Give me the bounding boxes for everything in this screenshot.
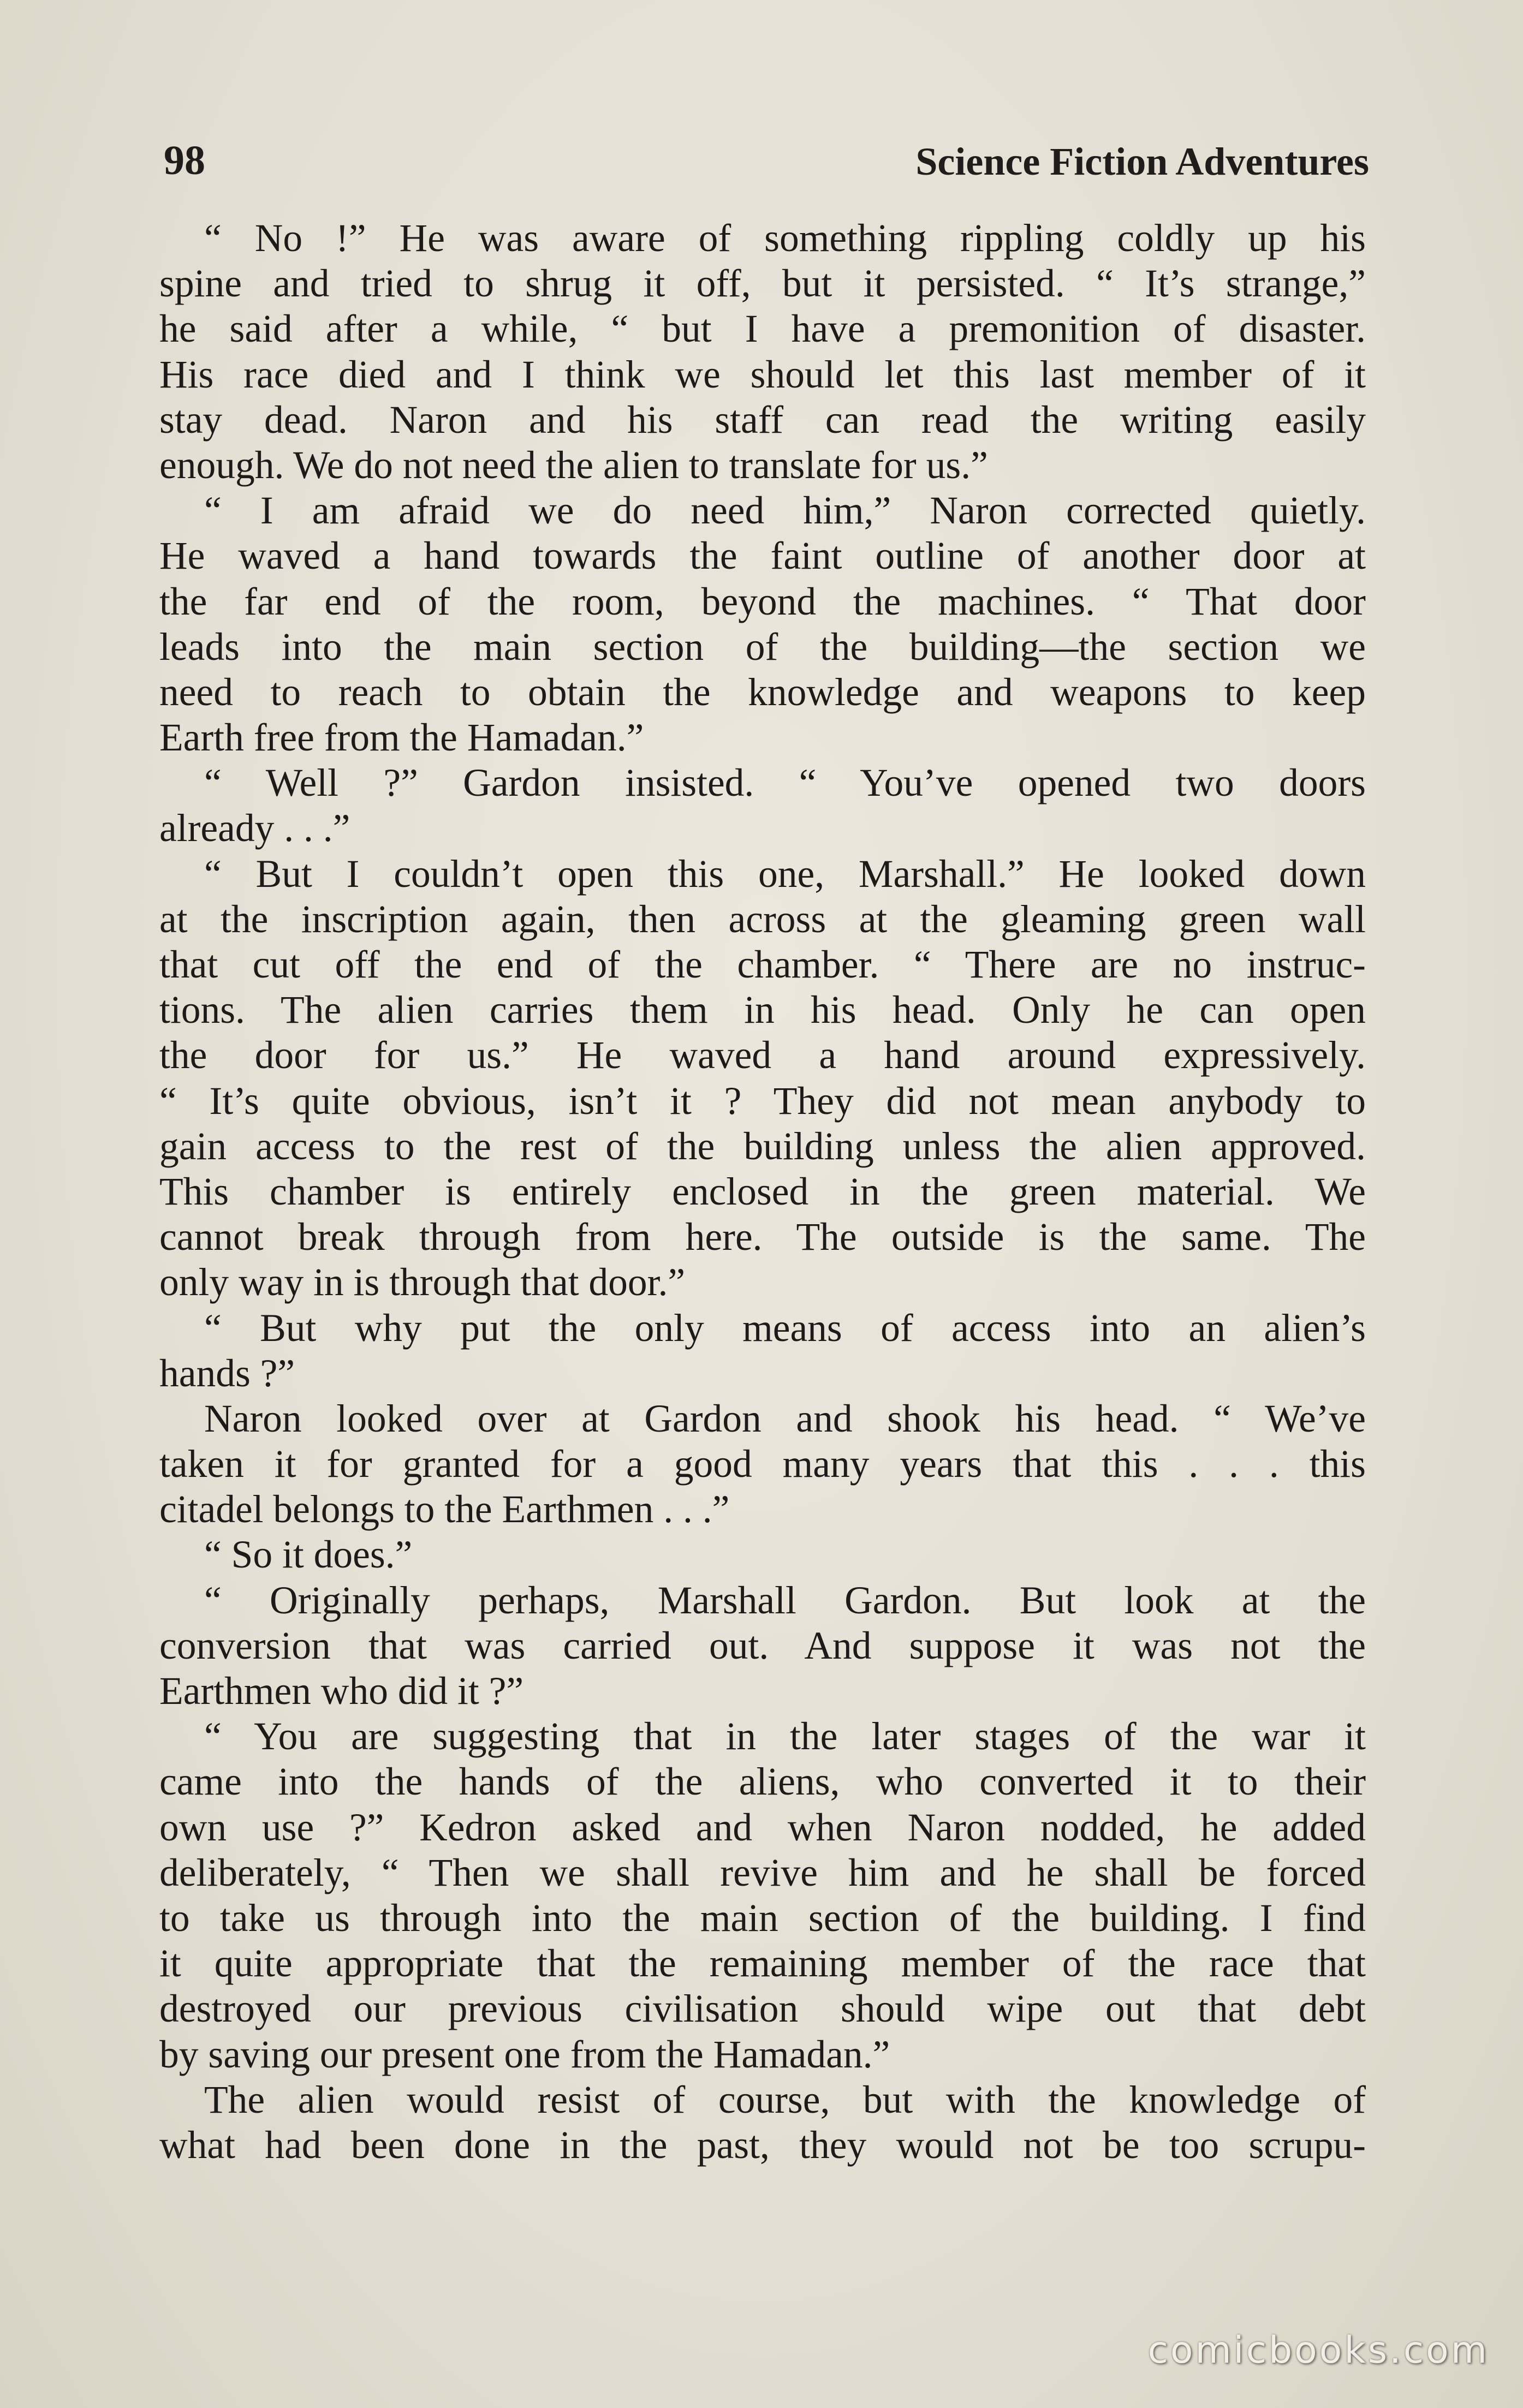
- watermark: comicbooks.com: [1147, 2329, 1489, 2372]
- text-line: “ No !” He was aware of something rippling coldly up his: [204, 217, 1366, 260]
- text-line: cannot break through from here. The outside is the same. The: [159, 1215, 1366, 1259]
- text-line: Naron looked over at Gardon and shook his head. “ We’ve: [204, 1397, 1366, 1440]
- running-head: Science Fiction Adventures: [915, 140, 1369, 183]
- text-line: that cut off the end of the chamber. “ There are no instruc-: [159, 943, 1366, 986]
- text-line: Earth free from the Hamadan.”: [159, 716, 644, 760]
- text-line: “ You are suggesting that in the later stages of the war it: [204, 1715, 1366, 1759]
- text-line: “ Well ?” Gardon insisted. “ You’ve opened two doors: [204, 761, 1366, 805]
- text-line: citadel belongs to the Earthmen . . .”: [159, 1488, 730, 1531]
- text-line: came into the hands of the aliens, who converted it to their: [159, 1760, 1366, 1804]
- text-line: conversion that was carried out. And suppose it was not the: [159, 1624, 1366, 1667]
- text-line: it quite appropriate that the remaining member of the race that: [159, 1942, 1366, 1986]
- page-header: [164, 121, 1369, 181]
- text-line: “ Originally perhaps, Marshall Gardon. But look at the: [204, 1578, 1366, 1622]
- text-line: by saving our present one from the Hamadan.”: [159, 2033, 890, 2076]
- text-line: The alien would resist of course, but with the knowledge of: [204, 2078, 1366, 2121]
- page-number: 98: [164, 138, 205, 183]
- text-line: destroyed our previous civilisation should wipe out that debt: [159, 1987, 1366, 2031]
- text-line: what had been done in the past, they would not be too scrupu-: [159, 2123, 1366, 2167]
- text-line: “ But why put the only means of access into an alien’s: [204, 1306, 1366, 1350]
- text-line: taken it for granted for a good many years that this . . . this: [159, 1443, 1366, 1486]
- text-line: gain access to the rest of the building unless the alien approved.: [159, 1124, 1366, 1168]
- text-line: Earthmen who did it ?”: [159, 1670, 524, 1713]
- text-line: He waved a hand towards the faint outline of another door at: [159, 534, 1366, 578]
- text-line: This chamber is entirely enclosed in the green material. We: [159, 1170, 1366, 1213]
- text-line: His race died and I think we should let this last member of it: [159, 353, 1366, 396]
- text-line: “ I am afraid we do need him,” Naron corrected quietly.: [204, 489, 1366, 533]
- text-line: enough. We do not need the alien to translate for us.”: [159, 443, 988, 487]
- text-line: tions. The alien carries them in his head. Only he can open: [159, 988, 1366, 1032]
- text-line: the door for us.” He waved a hand around expressively.: [159, 1034, 1366, 1077]
- text-line: he said after a while, “ but I have a premonition of disaster.: [159, 307, 1366, 351]
- text-line: only way in is through that door.”: [159, 1261, 686, 1304]
- text-line: own use ?” Kedron asked and when Naron nodded, he added: [159, 1805, 1366, 1849]
- text-line: spine and tried to shrug it off, but it persisted. “ It’s strange,”: [159, 262, 1366, 306]
- text-line: the far end of the room, beyond the machines. “ That door: [159, 580, 1366, 623]
- text-line: leads into the main section of the building—the section we: [159, 625, 1366, 669]
- text-line: “ But I couldn’t open this one, Marshall.” He looked down: [204, 852, 1366, 896]
- text-line: deliberately, “ Then we shall revive him and he shall be forced: [159, 1851, 1366, 1894]
- text-line: hands ?”: [159, 1351, 295, 1395]
- text-line: already . . .”: [159, 807, 350, 850]
- text-line: to take us through into the main section of the building. I find: [159, 1896, 1366, 1940]
- text-line: stay dead. Naron and his staff can read the writing easily: [159, 398, 1366, 442]
- text-line: need to reach to obtain the knowledge and weapons to keep: [159, 670, 1366, 714]
- text-line: “ It’s quite obvious, isn’t it ? They did not mean anybody to: [159, 1079, 1366, 1123]
- body-text: [159, 216, 1366, 2168]
- text-line: at the inscription again, then across at the gleaming green wall: [159, 897, 1366, 941]
- text-line: “ So it does.”: [204, 1533, 413, 1577]
